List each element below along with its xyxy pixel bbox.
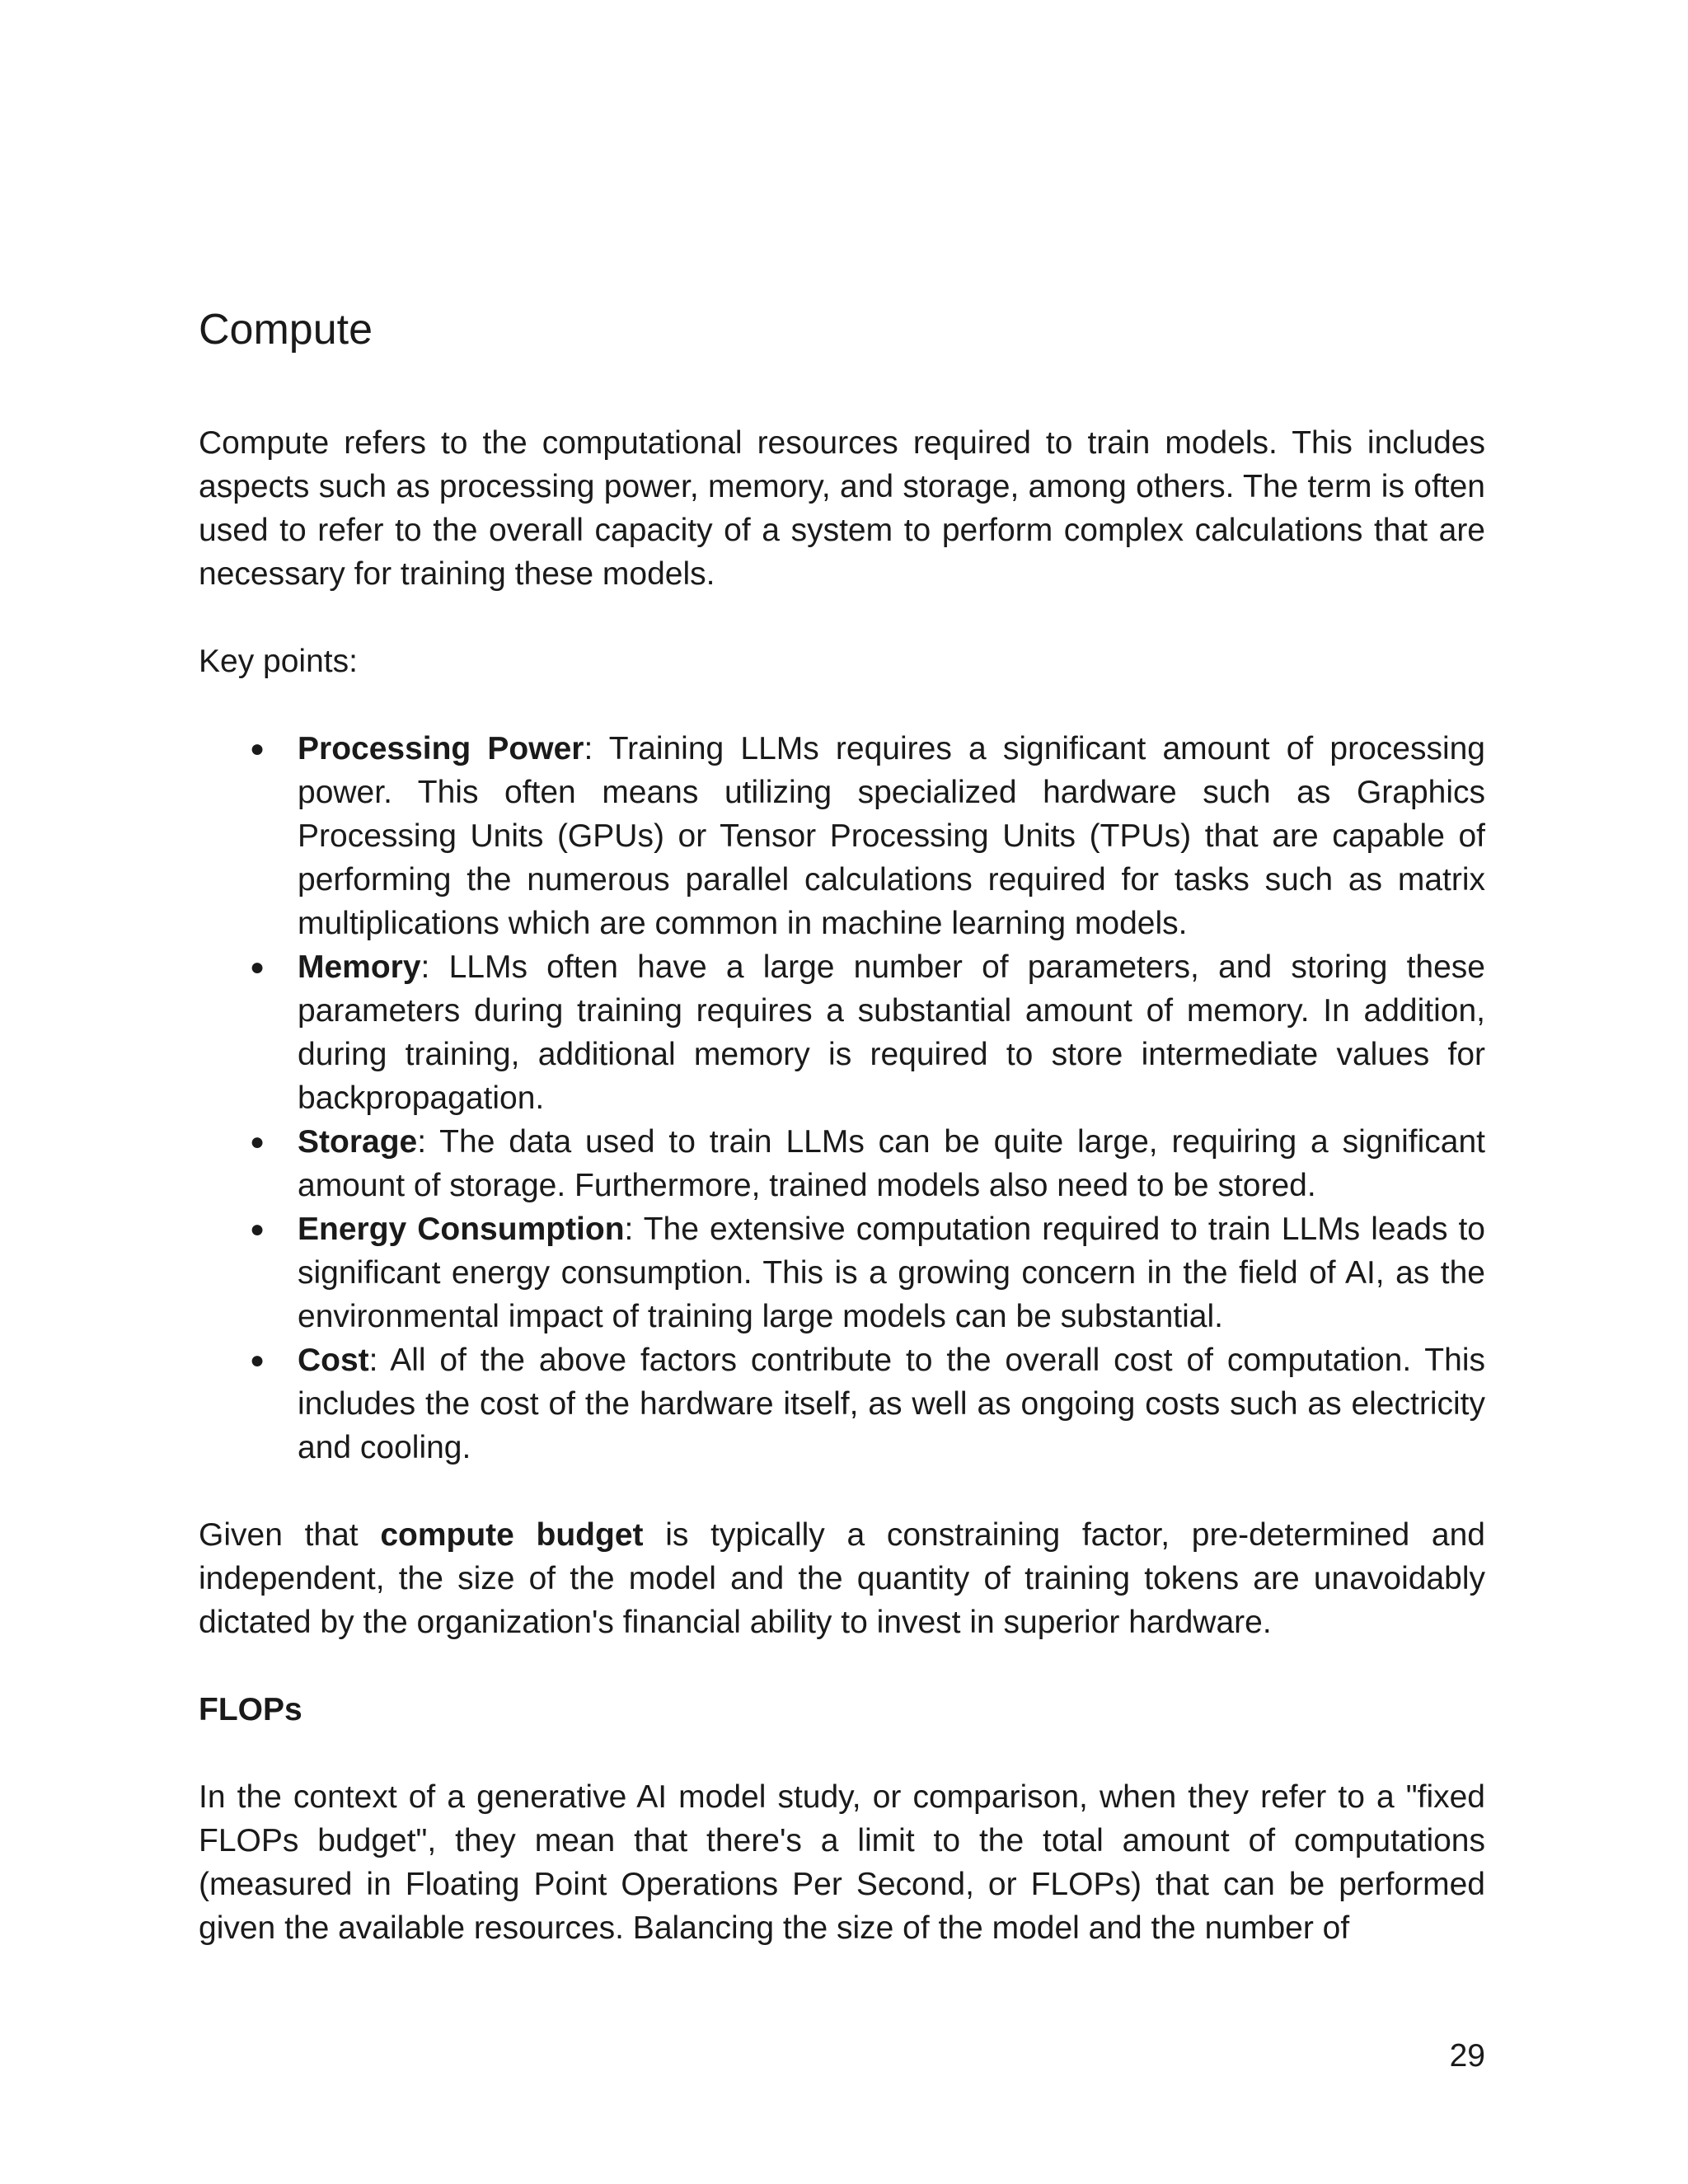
key-points-list bbox=[199, 727, 1485, 1469]
bullet-text: : The extensive computation required to train LLMs leads to significant energy consumption. This is a growing concern in the field of AI, as the environmental impact of training large models can be substantial. bbox=[298, 1212, 1486, 1334]
list-item bbox=[199, 1120, 1485, 1207]
list-item bbox=[199, 1207, 1485, 1338]
list-item bbox=[199, 1338, 1485, 1469]
page-title: Compute bbox=[199, 306, 373, 354]
bullet-icon: ● bbox=[250, 735, 265, 762]
intro-paragraph: Compute refers to the computational resources required to train models. This includes aspects such as processing power, memory, and storage, among others. The term is often used to refer to the overall capacity of a system to perform complex calculations that are necessary for training these models. bbox=[199, 425, 1485, 592]
key-points-label: Key points: bbox=[199, 644, 358, 679]
list-item bbox=[199, 945, 1485, 1120]
bullet-text: : All of the above factors contribute to the overall cost of computation. This includes the cost of the hardware itself, as well as ongoing costs such as electricity and cooling. bbox=[298, 1343, 1485, 1465]
flops-paragraph: In the context of a generative AI model study, or comparison, when they refer to a "fixed FLOPs budget", they mean that there's a limit to the total amount of computations (measured in Floating Point Operations Per Second, or FLOPs) that can be performed given the available resources. Balancing the size of the model and the number of bbox=[199, 1779, 1485, 1946]
list-item bbox=[199, 727, 1485, 945]
bullet-icon: ● bbox=[250, 1347, 265, 1374]
bullet-term: Memory bbox=[298, 949, 421, 985]
page-number: 29 bbox=[1449, 2038, 1485, 2074]
bullet-icon: ● bbox=[250, 1216, 265, 1243]
bullet-term: Cost bbox=[298, 1343, 369, 1378]
bullet-term: Energy Consumption bbox=[298, 1212, 625, 1247]
bullet-icon: ● bbox=[250, 954, 265, 981]
budget-text-before: Given that bbox=[199, 1517, 381, 1553]
budget-bold-term: compute budget bbox=[380, 1517, 644, 1553]
flops-heading: FLOPs bbox=[199, 1692, 302, 1727]
compute-budget-paragraph bbox=[199, 1513, 1485, 1644]
bullet-term: Storage bbox=[298, 1124, 418, 1160]
bullet-text: : LLMs often have a large number of parameters, and storing these parameters during training requires a substantial amount of memory. In addition, during training, additional memory is required to store intermediate values for backpropagation. bbox=[298, 949, 1485, 1116]
budget-text-after: is typically a constraining factor, pre-determined and independent, the size of the model and the quantity of training tokens are unavoidably dictated by the organization's financial ability to invest in superior hardware. bbox=[199, 1517, 1485, 1640]
page-content bbox=[199, 301, 1485, 1994]
bullet-text: : The data used to train LLMs can be quite large, requiring a significant amount of storage. Furthermore, trained models also need to be stored. bbox=[298, 1124, 1485, 1203]
bullet-text: : Training LLMs requires a significant amount of processing power. This often means utilizing specialized hardware such as Graphics Processing Units (GPUs) or Tensor Processing Units (TPUs) that are capable of performing the numerous parallel calculations required for tasks such as matrix multiplications which are common in machine learning models. bbox=[298, 731, 1485, 941]
bullet-term: Processing Power bbox=[298, 731, 584, 766]
bullet-icon: ● bbox=[250, 1128, 265, 1155]
